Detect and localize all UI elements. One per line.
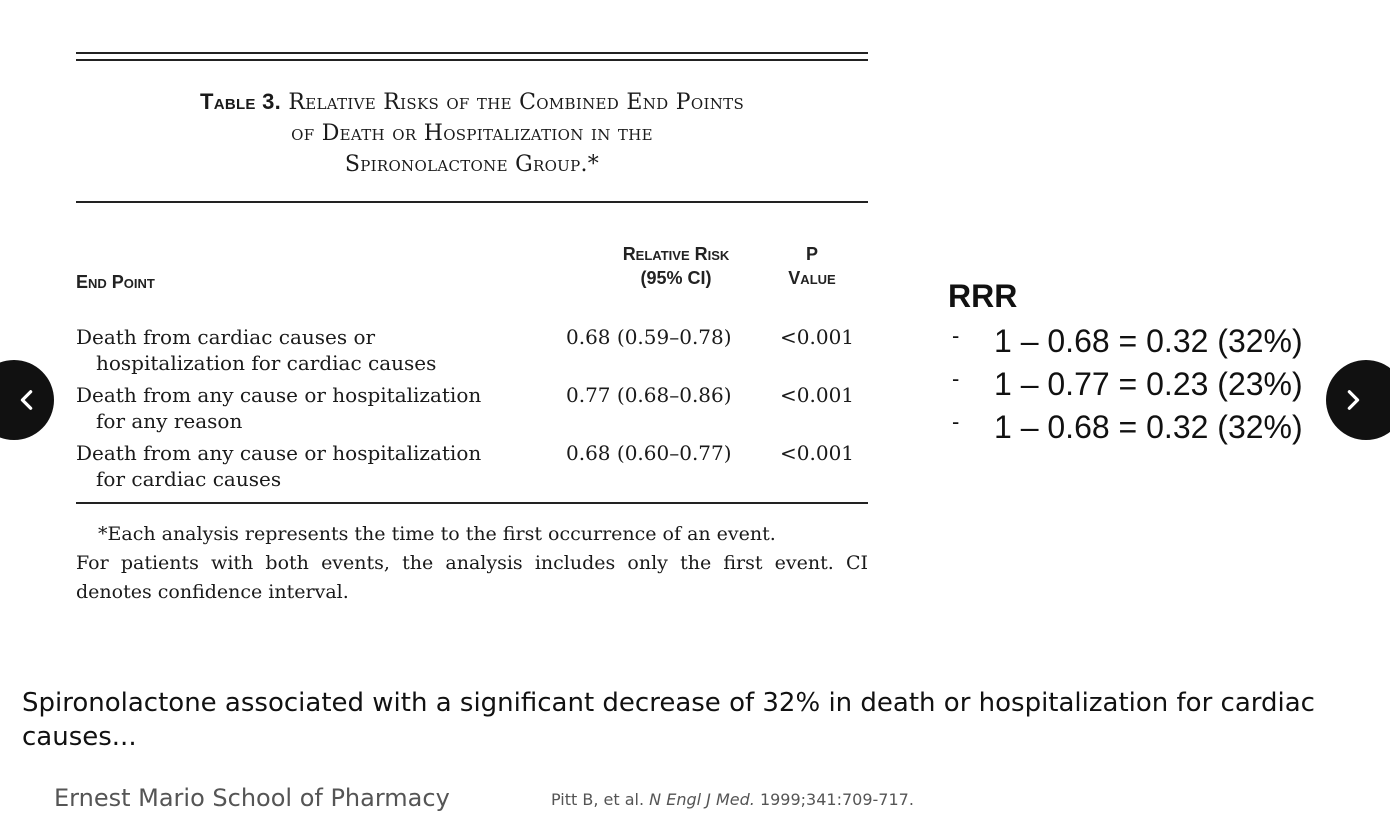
summary-text: Spironolactone associated with a significant decrease of 32% in death or hospitalization for cardiac causes... <box>22 688 1315 752</box>
p-value-cell: <0.001 <box>780 383 855 407</box>
footnote-line3: denotes confidence interval. <box>76 581 349 603</box>
citation <box>551 790 914 809</box>
column-header-relative-risk-line2: (95% CI) <box>640 268 712 288</box>
column-header-end-point: End Point <box>76 272 155 292</box>
table-bottom-rule <box>76 502 868 504</box>
column-header-p-value-line1: P <box>805 244 818 264</box>
rrr-calculation: 1 – 0.68 = 0.32 (32%) <box>994 409 1303 445</box>
table-caption-number: Table 3. <box>199 89 282 114</box>
end-point-line2: for any reason <box>96 409 243 433</box>
table-caption-line1: Relative Risks of the Combined End Points <box>288 90 745 115</box>
column-header-p-value <box>772 242 852 290</box>
end-point-cell <box>76 324 536 376</box>
table-caption-line3: Spironolactone Group.* <box>344 152 600 177</box>
relative-risk-cell: 0.77 (0.68–0.86) <box>566 383 732 407</box>
table-header-rule <box>76 201 868 203</box>
rrr-calculation: 1 – 0.68 = 0.32 (32%) <box>994 323 1303 359</box>
end-point-cell <box>76 382 536 434</box>
table-top-rule-double <box>76 59 868 61</box>
table-top-rule <box>76 52 868 54</box>
next-slide-button[interactable] <box>1326 360 1390 440</box>
end-point-line2: hospitalization for cardiac causes <box>96 351 437 375</box>
end-point-line1: Death from cardiac causes or <box>76 325 376 349</box>
relative-risk-cell: 0.68 (0.59–0.78) <box>566 325 732 349</box>
table-caption-line2: of Death or Hospitalization in the <box>291 121 653 146</box>
citation-authors: Pitt B, et al. <box>551 790 645 809</box>
previous-slide-button[interactable] <box>0 360 54 440</box>
citation-details: 1999;341:709-717. <box>759 790 914 809</box>
end-point-line1: Death from any cause or hospitalization <box>76 441 482 465</box>
bullet-dash: - <box>952 409 960 434</box>
column-header-p-value-line2: Value <box>788 268 836 288</box>
bullet-dash: - <box>952 323 960 348</box>
chevron-right-icon <box>1342 389 1364 411</box>
column-header-relative-risk-line1: Relative Risk <box>622 244 730 264</box>
citation-journal: N Engl J Med. <box>649 790 755 809</box>
p-value-cell: <0.001 <box>780 441 855 465</box>
bullet-dash: - <box>952 366 960 391</box>
footnote-line1: *Each analysis represents the time to the first occurrence of an event. <box>98 523 776 545</box>
end-point-line1: Death from any cause or hospitalization <box>76 383 482 407</box>
table-caption <box>76 86 868 180</box>
column-header-relative-risk <box>586 242 766 290</box>
rrr-title: RRR <box>948 278 1018 314</box>
end-point-line2: for cardiac causes <box>96 467 282 491</box>
relative-risk-cell: 0.68 (0.60–0.77) <box>566 441 732 465</box>
table-figure <box>66 40 876 612</box>
end-point-cell <box>76 440 536 492</box>
rrr-calculation: 1 – 0.77 = 0.23 (23%) <box>994 366 1303 402</box>
school-name: Ernest Mario School of Pharmacy <box>54 784 450 812</box>
table-footnote <box>76 520 868 607</box>
p-value-cell: <0.001 <box>780 325 855 349</box>
chevron-left-icon <box>16 389 38 411</box>
footnote-line2: For patients with both events, the analysis includes only the first event. CI <box>76 552 868 574</box>
